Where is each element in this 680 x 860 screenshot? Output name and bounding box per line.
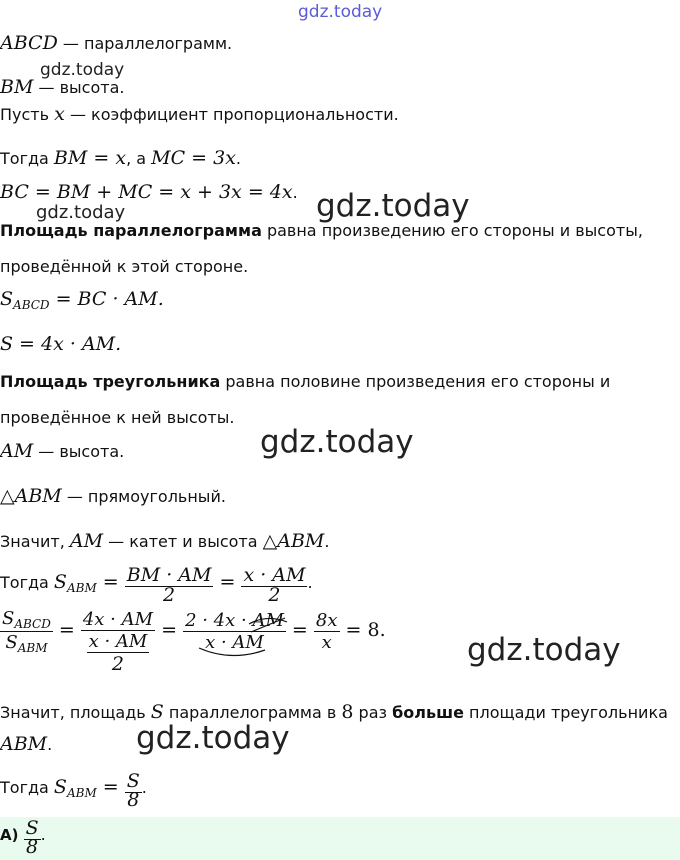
fraction-denominator <box>0 632 53 655</box>
fraction <box>81 609 155 675</box>
math-expression: = BC · AM. <box>49 288 164 310</box>
text: — высота. <box>33 78 125 97</box>
equals-sign: = <box>96 776 125 798</box>
text: . <box>292 183 298 202</box>
fraction-numerator: 2 · 4x · AM <box>185 610 284 631</box>
math-expression: 8 <box>341 701 354 723</box>
text: — катет и высота <box>103 532 263 551</box>
text: . <box>141 778 147 797</box>
formula-line <box>0 608 386 675</box>
formula-line <box>0 770 147 811</box>
fraction-denominator: 2 <box>111 653 124 675</box>
text: проведённой к этой стороне. <box>0 257 249 276</box>
answer-line <box>0 817 46 858</box>
fraction <box>0 608 53 655</box>
text: . <box>324 532 330 551</box>
equals-sign: = <box>155 619 184 641</box>
math-expression: BC = BM + MC = x + 3x = 4x <box>0 181 293 203</box>
formula-line <box>0 333 121 355</box>
text: проведённое к ней высоты. <box>0 408 235 427</box>
fraction <box>241 564 307 606</box>
math-expression: S = 4x · AM. <box>0 333 122 355</box>
text: Значит, площадь <box>0 703 151 722</box>
fraction-denominator: 2 <box>163 584 176 606</box>
statement-line <box>0 485 226 507</box>
nested-fraction <box>87 631 150 675</box>
statement-line <box>0 257 248 276</box>
fraction-numerator: x · AM <box>243 564 306 586</box>
statement-line <box>0 76 124 98</box>
statement-line <box>0 103 399 125</box>
statement-line <box>0 181 298 203</box>
text: площади треугольника <box>463 703 668 722</box>
fraction-numerator: 8x <box>315 610 338 631</box>
answer-band <box>0 817 680 860</box>
equals-sign: = <box>52 619 81 641</box>
fraction-numerator: BM · AM <box>126 564 212 586</box>
statement-line <box>0 701 668 723</box>
math-expression: x <box>54 103 65 125</box>
text: раз <box>353 703 393 722</box>
watermark-large: gdz.today <box>316 188 470 224</box>
statement-line <box>0 733 52 755</box>
math-expression: S <box>53 571 67 593</box>
text: Пусть <box>0 105 55 124</box>
fraction-denominator: 8 <box>127 789 140 811</box>
statement-line <box>0 408 234 427</box>
math-expression: AM <box>0 440 34 462</box>
math-subscript: ABCD <box>13 298 50 312</box>
text: — параллелограмм. <box>57 34 233 53</box>
math-expression: ABM <box>0 733 48 755</box>
math-expression: BM = x <box>53 147 127 169</box>
watermark-large: gdz.today <box>136 720 290 756</box>
text: параллелограмма в <box>163 703 342 722</box>
text: равна произведению его стороны и высоты, <box>261 221 643 240</box>
math-expression: AM <box>69 530 104 552</box>
math-expression: △ABM <box>0 485 62 507</box>
statement-line <box>0 440 124 462</box>
fraction-numerator: S <box>126 770 140 792</box>
fraction <box>314 610 340 653</box>
math-subscript: ABM <box>66 786 97 800</box>
math-subscript: ABM <box>66 581 97 595</box>
text: Тогда <box>0 778 54 797</box>
math-expression: S <box>5 632 18 653</box>
math-expression: S <box>2 608 15 629</box>
statement-line <box>0 32 232 54</box>
math-expression: △ABM <box>262 530 325 552</box>
fraction-denominator: 2 <box>268 584 281 606</box>
text: . <box>47 735 53 754</box>
fraction-numerator: 4x · AM <box>82 609 154 630</box>
text: . <box>307 573 313 592</box>
fraction <box>125 564 214 606</box>
equals-sign: = <box>213 571 242 593</box>
text: . <box>235 149 242 168</box>
bold-term: Площадь параллелограмма <box>0 221 262 240</box>
text: Значит, <box>0 532 70 551</box>
fraction-numerator <box>0 608 53 632</box>
fraction-numerator: x · AM <box>88 631 148 652</box>
statement-line <box>0 372 610 391</box>
formula-line <box>0 288 164 312</box>
fraction <box>125 770 142 811</box>
fraction-denominator: 8 <box>26 836 39 858</box>
text: Тогда <box>0 149 54 168</box>
statement-line <box>0 147 241 169</box>
math-expression: ABCD <box>0 32 58 54</box>
watermark-small: gdz.today <box>36 202 126 223</box>
text: — прямоугольный. <box>61 487 226 506</box>
text: . <box>40 825 46 844</box>
watermark-large: gdz.today <box>467 632 621 668</box>
math-expression: S <box>53 776 67 798</box>
answer-label: А) <box>0 826 19 844</box>
text: равна половине произведения его стороны и <box>220 372 611 391</box>
answer-fraction <box>24 817 41 858</box>
math-expression: S <box>150 701 164 723</box>
text: — коэффициент пропорциональности. <box>64 105 399 124</box>
statement-line <box>0 530 329 552</box>
math-expression: BM <box>0 76 34 98</box>
fraction-denominator: x · AM <box>205 632 264 653</box>
fraction-denominator <box>81 631 155 675</box>
watermark-small: gdz.today <box>40 60 125 80</box>
text: Тогда <box>0 573 54 592</box>
fraction-denominator: x <box>321 632 332 653</box>
watermark-top: gdz.today <box>298 2 383 22</box>
statement-line <box>0 221 643 240</box>
watermark-large: gdz.today <box>260 424 414 460</box>
math-subscript: ABM <box>17 641 48 655</box>
math-expression: MC = 3x <box>151 147 236 169</box>
bold-term: больше <box>392 703 464 722</box>
math-subscript: ABCD <box>14 617 51 631</box>
math-expression: = 8. <box>339 619 386 641</box>
text: — высота. <box>33 442 125 461</box>
equals-sign: = <box>285 619 314 641</box>
fraction-numerator: S <box>25 817 39 839</box>
formula-line <box>0 564 313 606</box>
equals-sign: = <box>96 571 125 593</box>
text: , а <box>126 149 152 168</box>
math-expression: S <box>0 288 14 310</box>
fraction <box>183 610 286 653</box>
bold-term: Площадь треугольника <box>0 372 221 391</box>
